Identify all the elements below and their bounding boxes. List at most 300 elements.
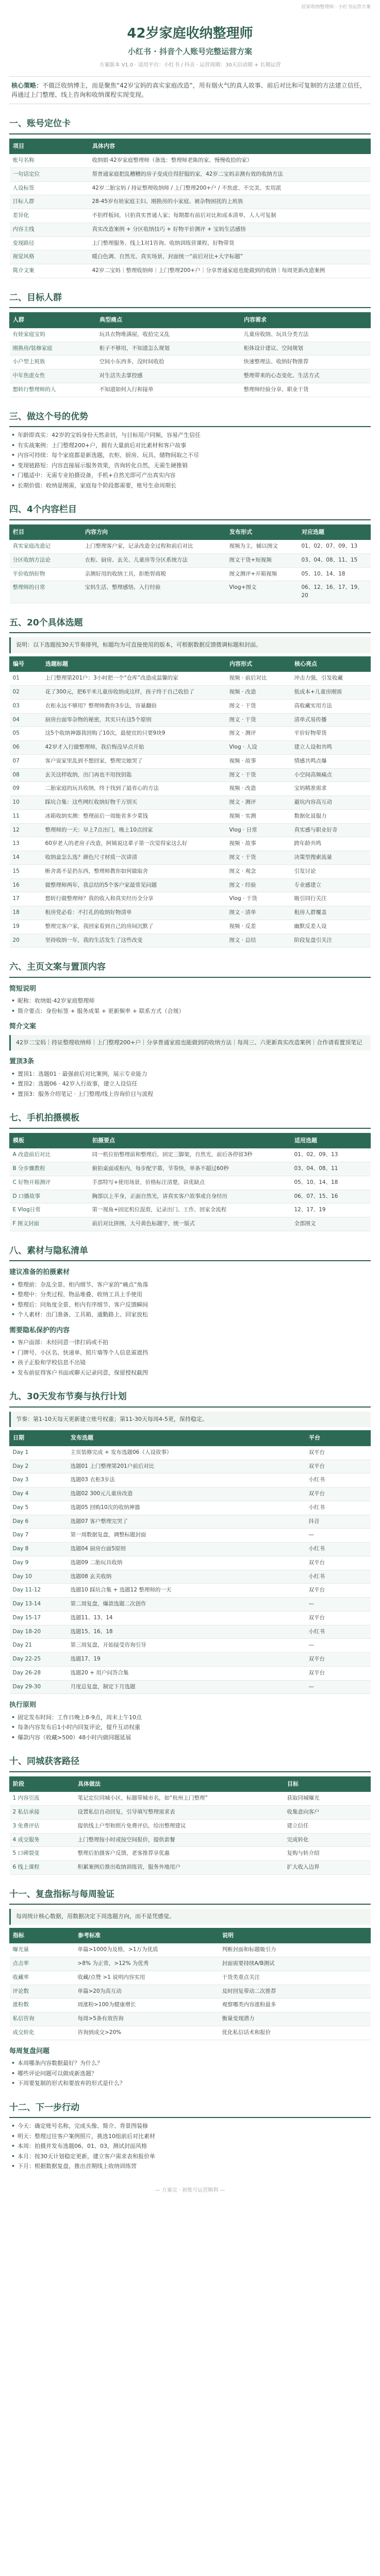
- table-cell: 小红书: [306, 1543, 371, 1556]
- table-cell: 42岁二宝妈｜整理收纳师｜上门整理200+户｜分享普通家庭也能做到的收纳｜每周更新改造案例: [89, 264, 371, 278]
- table-cell: 06: [10, 741, 42, 755]
- table-cell: 情感共鸣点爆: [291, 754, 371, 768]
- section-title-profile: 六、主页文案与置顶内容: [9, 961, 371, 978]
- table-cell: 选题10 踩坑合集 + 选题12 整理师的一天: [68, 1584, 306, 1598]
- table-cell: 干货类重点关注: [219, 1971, 371, 1985]
- table-cell: 图文 · 测评: [226, 796, 291, 810]
- list-item: • 爆款内容（收藏>500）48小时内做同题延展: [9, 1734, 371, 1742]
- table-header: 项目: [10, 139, 89, 154]
- table-row: [10, 699, 371, 713]
- table-cell: 高收藏实用方法: [291, 699, 371, 713]
- table-cell: 玩具衣物堆满屋，收拾完又乱: [96, 328, 241, 342]
- table-cell: 衣柜、厨房、玄关、儿童房等分区系统方法: [82, 553, 226, 567]
- section-title-topics: 五、20个具体选题: [9, 617, 371, 634]
- table-cell: 图文 · 经验: [226, 878, 291, 892]
- table-cell: 03、04、08、11: [291, 1162, 371, 1176]
- table-cell: Day 6: [10, 1515, 68, 1529]
- list-item: • 年龄即真实：42岁的宝妈身份天然亲切，与目标用户同频，容易产生信任: [9, 431, 371, 440]
- table-cell: 评论数: [10, 1985, 75, 1998]
- list-item: • 固定发布时间：工作日晚上8-9点，周末上午10点: [9, 1714, 371, 1722]
- table-cell: 笔记定位同城小区，标题带城市名，如“杭州上门整理”: [75, 1792, 284, 1806]
- table-cell: 选题20 + 用户问答合集: [68, 1666, 306, 1680]
- table-cell: Day 21: [10, 1639, 68, 1653]
- table-cell: 上门整理客户家，记录改造全过程和前后对比: [82, 540, 226, 554]
- table-cell: 建立人设和共鸣: [291, 741, 371, 755]
- table-body: [10, 1446, 371, 1694]
- table-cell: 整理带来的心态变化、生活方式: [241, 369, 371, 383]
- table-cell: 双平台: [306, 1460, 371, 1473]
- table-header: 对应选题: [299, 524, 371, 540]
- table-cell: 图文测评+开箱视频: [226, 567, 299, 581]
- list-item: • 内容可持续：每个家庭都是新选题，衣柜、厨房、玩具、储物间取之不尽: [9, 451, 371, 460]
- table-cell: 俯拍桌面或柜内，每步配字幕，节奏快，单条不超过60秒: [89, 1162, 291, 1176]
- table-cell: 收藏率: [10, 1971, 75, 1985]
- table-cell: 03: [10, 699, 42, 713]
- table-cell: 双平台: [306, 1584, 371, 1598]
- table-cell: 18: [10, 906, 42, 920]
- table-cell: 设置私信自动回复，引导填写整理需求表: [75, 1806, 284, 1820]
- table-header: 人群: [10, 313, 96, 328]
- table-cell: 简介文案: [10, 264, 89, 278]
- table-row: [10, 1543, 371, 1556]
- table-body: [10, 672, 371, 947]
- table-cell: 厨房台面零杂物的秘密，其实只有这5个原则: [42, 713, 226, 727]
- table-cell: 内容主线: [10, 223, 89, 236]
- list-item: • 发布前征得客户书面或聊天记录同意，保留授权截图: [9, 1369, 371, 1378]
- table-cell: 上门整理服务、线上1对1咨询、收纳训练营课程、好物带货: [89, 236, 371, 250]
- table-cell: 整理师的一天：早上7点出门，晚上10点回家: [42, 823, 226, 837]
- table-row: [10, 1217, 371, 1231]
- table-cell: 坚持收纳一年，我的生活发生了这些改变: [42, 934, 226, 947]
- table-row: [10, 1639, 371, 1653]
- table-cell: 观察哪类内容涨粉最多: [219, 1998, 371, 2012]
- list-item: • 整理前：杂乱全景、柜内细节、客户家的“痛点”角落: [9, 1281, 371, 1290]
- table-cell: 01: [10, 672, 42, 686]
- table-row: [10, 1792, 371, 1806]
- table-cell: 上门整理按小时或按空间报价，提供套餐: [75, 1833, 284, 1847]
- table-cell: 想转行做整理师？我的收入和真实经历全分享: [42, 892, 226, 906]
- table-body: [10, 154, 371, 278]
- schedule-note: 节奏：第1-10天每天更新建立账号权重；第11-30天每周4-5更，保持稳定。: [9, 1412, 371, 1428]
- table-header: 内容方向: [82, 524, 226, 540]
- table-header: 适用选题: [291, 1133, 371, 1148]
- table-cell: 柜子不够用，不知道怎么规划: [96, 342, 241, 355]
- table-header: 具体内容: [89, 139, 371, 154]
- table-cell: 引发讨论: [291, 865, 371, 878]
- table-cell: 账号名称: [10, 154, 89, 168]
- section-title-metrics: 十一、复盘指标与每周验证: [9, 1888, 371, 1905]
- intro-copy: 42岁二宝妈｜持证整理收纳师｜上门整理200+户｜分享普通家庭也能做到的收纳方法｜每周三、六更新真实改造案例｜合作请看置顶笔记: [9, 1035, 371, 1051]
- table-cell: 私信咨询: [10, 2012, 75, 2026]
- table-cell: Vlog · 人设: [226, 741, 291, 755]
- table-header: 核心亮点: [291, 656, 371, 672]
- table-cell: 避坑内容高互动: [291, 796, 371, 810]
- table-cell: 05、10、14、18: [299, 567, 371, 581]
- table-cell: 人设标签: [10, 181, 89, 195]
- table-row: [10, 1446, 371, 1460]
- table-cell: 前后对比拼图，大号黄色标题字，统一版式: [89, 1217, 291, 1231]
- positioning-table: [9, 139, 371, 278]
- table-cell: 宝妈生活、整理感悟、入行经验: [82, 581, 226, 603]
- table-cell: E Vlog日常: [10, 1204, 89, 1217]
- section-title-advantages: 三、做这个号的优势: [9, 411, 371, 428]
- table-cell: Day 3: [10, 1473, 68, 1487]
- table-cell: 双平台: [306, 1556, 371, 1570]
- page-title: 42岁家庭收纳整理师: [127, 25, 253, 41]
- table-row: [10, 1819, 371, 1833]
- schedule-table: [9, 1430, 371, 1694]
- table-row: [10, 250, 371, 264]
- table-cell: C 好物开箱测评: [10, 1176, 89, 1190]
- table-cell: 单篇>20为高互动: [75, 1985, 219, 1998]
- table-cell: 06、12、16、17、19、20: [299, 581, 371, 603]
- table-row: [10, 1487, 371, 1501]
- list-item: • 变现链路短：内容直接展示服务效果，咨询转化自然，无需生硬推销: [9, 462, 371, 470]
- privacy-list: [9, 1338, 371, 1377]
- table-body: [10, 1943, 371, 2040]
- table-cell: 图文 · 总结: [226, 934, 291, 947]
- table-body: [10, 328, 371, 397]
- table-cell: 数据化说服力: [291, 809, 371, 823]
- table-cell: 第一周数据复盘，调整标题封面: [68, 1529, 306, 1543]
- table-cell: 双平台: [306, 1666, 371, 1680]
- table-cell: 封面需要持续A/B测试: [219, 1957, 371, 1971]
- table-cell: 胸部以上半身，正面自然光，讲真实客户故事或自身经历: [89, 1190, 291, 1204]
- table-row: [10, 1666, 371, 1680]
- list-item: • 门槛适中：无需专业拍摄设备，手机+自然光即可产出真实内容: [9, 471, 371, 480]
- table-cell: 宝妈精准需求: [291, 782, 371, 796]
- table-row: [10, 2012, 371, 2026]
- table-header: 拍摄要点: [89, 1133, 291, 1148]
- audience-table: [9, 312, 371, 397]
- table-row: [10, 1611, 371, 1625]
- table-cell: 跨年龄共鸣: [291, 837, 371, 851]
- table-cell: 平价好物带货: [291, 727, 371, 741]
- table-cell: 曝光量: [10, 1943, 75, 1957]
- table-row: [10, 865, 371, 878]
- table-cell: 主页装修完成 + 发布选题06（人设故事）: [68, 1446, 306, 1460]
- subheading: 置顶3条: [9, 1058, 35, 1066]
- table-cell: 空间小东西多，没时间收拾: [96, 355, 241, 369]
- table-cell: 14: [10, 851, 42, 865]
- table-cell: 05: [10, 727, 42, 741]
- table-cell: 想转行整理师的人: [10, 383, 96, 397]
- table-cell: 分区收纳方法论: [10, 553, 82, 567]
- table-cell: 不拍样板间，只拍真实普通人家；每期都有前后对比和成本清单，人人可复制: [89, 209, 371, 223]
- table-row: [10, 782, 371, 796]
- table-cell: 阶段复盘引关注: [291, 934, 371, 947]
- table-cell: 收藏/点赞 >1 说明内容实用: [75, 1971, 219, 1985]
- table-cell: 19: [10, 920, 42, 934]
- table-cell: 冲击力强，引发收藏: [291, 672, 371, 686]
- table-cell: Day 13-14: [10, 1598, 68, 1612]
- table-row: [10, 1861, 371, 1875]
- list-item: • 本月：按30天计划稳定更新，建立客户需求表和报价单: [9, 2153, 371, 2161]
- table-row: [10, 1148, 371, 1162]
- table-cell: 20: [10, 934, 42, 947]
- table-header: 目标: [284, 1776, 371, 1792]
- table-header: 平台: [306, 1431, 371, 1446]
- table-cell: 真实家庭改造记: [10, 540, 82, 554]
- table-row: [10, 713, 371, 727]
- list-item: • 置顶3：服务介绍笔记 · 上门整理/线上咨询价目与流程: [9, 1090, 371, 1099]
- intro-text: 不做泛收纳博主，而是聚焦“42岁宝妈的真实家庭改造”，用有烟火气的真人故事、前后对比和可复制的方法建立信任，再通过上门整理、线上咨询和收纳课程实现变现。: [11, 82, 366, 98]
- table-cell: 衣柜永远不够用？整理师教你3步法，容量翻倍: [42, 699, 226, 713]
- table-cell: 周涨粉>100为健康增长: [75, 1998, 219, 2012]
- table-cell: 抖音: [306, 1515, 371, 1529]
- table-cell: 4 成交服务: [10, 1833, 75, 1847]
- table-row: [10, 1943, 371, 1957]
- section-title-audience: 二、目标人群: [9, 292, 371, 309]
- table-cell: 月度总复盘，制定下月选题: [68, 1680, 306, 1694]
- table-row: [10, 369, 371, 383]
- table-row: [10, 727, 371, 741]
- table-cell: 选题17、19: [68, 1653, 306, 1667]
- table-header: 说明: [219, 1928, 371, 1943]
- pinned-list: [9, 1070, 371, 1099]
- table-cell: 60岁老人的老房子改造，阿姨说这辈子第一次觉得家这么好: [42, 837, 226, 851]
- table-cell: —: [306, 1598, 371, 1612]
- table-cell: 图文 · 清单: [226, 906, 291, 920]
- table-cell: 柜体设计建议、空间规划: [241, 342, 371, 355]
- columns-table: [9, 524, 371, 603]
- table-cell: 及时回复带动二次推荐: [219, 1985, 371, 1998]
- table-cell: 完成转化: [284, 1833, 371, 1847]
- table-row: [10, 672, 371, 686]
- table-cell: 6 线上课程: [10, 1861, 75, 1875]
- table-cell: 视频 · 故事: [226, 837, 291, 851]
- table-row: [10, 264, 371, 278]
- table-cell: 17: [10, 892, 42, 906]
- metrics-note: 每周统计核心数据，用数据决定下周选题方向，而不是凭感觉。: [9, 1909, 371, 1925]
- table-cell: 整理后拍摄客户反馈，老客推荐享优惠: [75, 1847, 284, 1861]
- table-cell: Day 8: [10, 1543, 68, 1556]
- table-cell: 3 免费评估: [10, 1819, 75, 1833]
- table-header: 内容形式: [226, 656, 291, 672]
- shooting-table: [9, 1133, 371, 1231]
- table-cell: 上门整理第201户：3小时把一个“仓库”改造成温馨的家: [42, 672, 226, 686]
- table-cell: 42岁二胎宝妈 / 持证整理收纳师 / 上门整理200+户 / 不焦虑、不完美、实用派: [89, 181, 371, 195]
- table-cell: 不知道如何入行和接单: [96, 383, 241, 397]
- list-item: • 下周要复制的形式和要放弃的形式是什么？: [9, 2079, 371, 2088]
- table-cell: 10: [10, 796, 42, 810]
- table-cell: 15: [10, 865, 42, 878]
- list-item: • 个人素材：出门准备、工具箱、通勤路上、回家放松: [9, 1311, 371, 1319]
- table-cell: 成交转化: [10, 2026, 75, 2040]
- table-cell: 选题08 玄关收纳: [68, 1570, 306, 1584]
- table-cell: 整理师的日常: [10, 581, 82, 603]
- table-row: [10, 342, 371, 355]
- table-cell: 冰箱收纳实测：整理前后一周能省多少菜钱: [42, 809, 226, 823]
- table-cell: 01、02、07、09、13: [299, 540, 371, 554]
- list-item: • 置顶1：选题01 · 最强前后对比案例，展示专业能力: [9, 1070, 371, 1079]
- table-row: [10, 686, 371, 700]
- list-item: • 下月：根据数据复盘，推出首期线上收纳训练营: [9, 2162, 371, 2171]
- table-cell: D 口播故事: [10, 1190, 89, 1204]
- table-cell: 二胎家庭的玩具收纳，终于找到了最省心的方法: [42, 782, 226, 796]
- table-row: [10, 223, 371, 236]
- table-cell: Vlog · 干货: [226, 892, 291, 906]
- table-cell: 收纳姐·42岁家庭整理师（备选：整理师老陈的家、慢慢收拾的家）: [89, 154, 371, 168]
- table-cell: 亲测好用的收纳工具，拒绝智商税: [82, 567, 226, 581]
- table-cell: 优化私信话术和报价: [219, 2026, 371, 2040]
- subheading: 每周复盘问题: [9, 2047, 50, 2055]
- table-cell: Vlog · 日常: [226, 823, 291, 837]
- table-cell: 5 口碑裂变: [10, 1847, 75, 1861]
- table-row: [10, 236, 371, 250]
- table-row: [10, 355, 371, 369]
- table-cell: 有娃家庭宝妈: [10, 328, 96, 342]
- table-cell: 双平台: [306, 1487, 371, 1501]
- table-header: 指标: [10, 1928, 75, 1943]
- table-cell: 对生活失去掌控感: [96, 369, 241, 383]
- table-cell: B 分步骤教程: [10, 1162, 89, 1176]
- table-cell: 判断封面和标题吸引力: [219, 1943, 371, 1957]
- table-cell: 视频 · 前后对比: [226, 672, 291, 686]
- table-cell: 玄关这样收纳，出门再也不用找钥匙: [42, 768, 226, 782]
- list-item: • 整理后：同角度全景、柜内有序细节、客户反馈瞬间: [9, 1301, 371, 1310]
- table-cell: 小红书: [306, 1501, 371, 1515]
- table-header: 内容需求: [241, 313, 371, 328]
- table-cell: Day 26-28: [10, 1666, 68, 1680]
- table-cell: 选题07 客户整理完哭了: [68, 1515, 306, 1529]
- table-row: [10, 209, 371, 223]
- table-header: 栏目: [10, 524, 82, 540]
- table-cell: 花了300元，把6平米儿童房收纳成这样，孩子终于自己收拾了: [42, 686, 226, 700]
- table-row: [10, 1162, 371, 1176]
- section-title-schedule: 九、30天发布节奏与执行计划: [9, 1391, 371, 1408]
- table-cell: 06、07、15、16: [291, 1190, 371, 1204]
- table-cell: 视频 · 故事: [226, 754, 291, 768]
- next-steps-list: [9, 2122, 371, 2171]
- table-cell: 12: [10, 823, 42, 837]
- list-item: • 简介要点：身份标签 + 服务成果 + 更新频率 + 联系方式（合规）: [9, 1007, 371, 1016]
- table-cell: 选题03 衣柜3步法: [68, 1473, 306, 1487]
- table-cell: 16: [10, 878, 42, 892]
- table-row: [10, 768, 371, 782]
- table-cell: 儿童房收纳、玩具分类方法: [241, 328, 371, 342]
- table-cell: 扩大收入边界: [284, 1861, 371, 1875]
- table-cell: 视觉风格: [10, 250, 89, 264]
- table-cell: 选题01 上门整理第201户前后对比: [68, 1460, 306, 1473]
- table-cell: A 改造前后对比: [10, 1148, 89, 1162]
- table-cell: 第二周复盘，爆款选题二次创作: [68, 1598, 306, 1612]
- table-row: [10, 1176, 371, 1190]
- table-cell: Day 4: [10, 1487, 68, 1501]
- table-cell: 中年焦虑女性: [10, 369, 96, 383]
- table-cell: 小空间高频痛点: [291, 768, 371, 782]
- table-cell: 1 内容引流: [10, 1792, 75, 1806]
- table-cell: 收纳盒怎么选？颜色尺寸材质一次讲清: [42, 851, 226, 865]
- table-row: [10, 2026, 371, 2040]
- list-item: • 每条内容发布后1小时内回复评论，提升互动权重: [9, 1723, 371, 1732]
- table-cell: Day 22-25: [10, 1653, 68, 1667]
- table-cell: 07: [10, 754, 42, 768]
- table-cell: 28-45岁有娃家庭主妇、刚换房的小家庭、被杂物困扰的上班族: [89, 195, 371, 209]
- table-cell: 全部图文: [291, 1217, 371, 1231]
- table-row: [10, 906, 371, 920]
- table-row: [10, 1971, 371, 1985]
- table-row: [10, 1957, 371, 1971]
- table-row: [10, 540, 371, 554]
- table-cell: 暖白色调、自然光、真实场景，封面统一“前后对比+大字标题”: [89, 250, 371, 264]
- table-cell: 建立信任: [284, 1819, 371, 1833]
- table-cell: 咨询到成交>20%: [75, 2026, 219, 2040]
- table-cell: 目标人群: [10, 195, 89, 209]
- table-row: [10, 1501, 371, 1515]
- table-cell: 42岁才入行做整理师，我后悔没早点开始: [42, 741, 226, 755]
- table-cell: F 图文封面: [10, 1217, 89, 1231]
- table-cell: Vlog+图文: [226, 581, 299, 603]
- table-header: 阶段: [10, 1776, 75, 1792]
- table-cell: 做整理师两年，我总结的5个客户家最常见问题: [42, 878, 226, 892]
- table-cell: 真实感与职业好奇: [291, 823, 371, 837]
- table-row: [10, 567, 371, 581]
- table-row: [10, 1680, 371, 1694]
- table-cell: 涨粉数: [10, 1998, 75, 2012]
- list-item: • 明天：整理过往客户案例照片，挑选10组前后对比素材: [9, 2132, 371, 2141]
- section-title-materials: 八、素材与隐私清单: [9, 1245, 371, 1262]
- table-cell: 视频 · 实测: [226, 809, 291, 823]
- table-header: 具体做法: [75, 1776, 284, 1792]
- table-header: 典型痛点: [96, 313, 241, 328]
- table-cell: 断舍离不是扔东西，整理师教你如何做取舍: [42, 865, 226, 878]
- table-cell: 幽默反差人设: [291, 920, 371, 934]
- meta-line: 方案版本 V1.0 · 适用平台：小红书 / 抖音 · 运营周期：30天启动期 + 长期运营: [99, 62, 281, 68]
- table-cell: 小红书: [306, 1625, 371, 1639]
- list-item: • 置顶2：选题06 · 42岁入行故事，建立人设信任: [9, 1080, 371, 1089]
- table-cell: —: [306, 1680, 371, 1694]
- table-cell: 决策型搜索流量: [291, 851, 371, 865]
- table-cell: 整理师经验分享、职业干货: [241, 383, 371, 397]
- list-item: • 有实战案例：上门整理200+户，拥有大量前后对比素材和客户故事: [9, 442, 371, 450]
- table-row: [10, 1998, 371, 2012]
- local-table: [9, 1776, 371, 1875]
- table-cell: 选题09 二胎玩具收纳: [68, 1556, 306, 1570]
- table-cell: 帮普通家庭把乱糟糟的房子变成住得舒服的家，42岁二宝妈亲测有效的收纳方法: [89, 167, 371, 181]
- table-body: [10, 1148, 371, 1231]
- table-cell: 租房党必看：不打孔的收纳好物清单: [42, 906, 226, 920]
- table-row: [10, 1598, 371, 1612]
- table-header: 模板: [10, 1133, 89, 1148]
- table-cell: 点击率: [10, 1957, 75, 1971]
- list-item: • 哪些评论问题可以做成新选题？: [9, 2070, 371, 2078]
- table-cell: 11: [10, 809, 42, 823]
- table-cell: 选题11、13、14: [68, 1611, 306, 1625]
- table-cell: 小红书: [306, 1473, 371, 1487]
- table-row: [10, 581, 371, 603]
- table-cell: 快速整理法、收纳好物推荐: [241, 355, 371, 369]
- top-meta: 居家收纳整理师 · 小红书运营方案: [301, 5, 371, 10]
- materials-list: [9, 1281, 371, 1319]
- table-cell: 双平台: [306, 1653, 371, 1667]
- table-cell: 第一视角+固定机位混剪，记录出门、工作、回家全流程: [89, 1204, 291, 1217]
- table-cell: 小户型上班族: [10, 355, 96, 369]
- list-item: • 长期价值：收纳是刚需，家庭每个阶段都需要，账号生命周期长: [9, 482, 371, 490]
- table-row: [10, 1473, 371, 1487]
- table-row: [10, 1190, 371, 1204]
- table-row: [10, 809, 371, 823]
- table-row: [10, 1847, 371, 1861]
- table-cell: 08: [10, 768, 42, 782]
- table-row: [10, 892, 371, 906]
- intro-banner: [9, 76, 371, 104]
- table-body: [10, 540, 371, 603]
- table-cell: Day 2: [10, 1460, 68, 1473]
- table-cell: 选题15、16、18: [68, 1625, 306, 1639]
- table-row: [10, 920, 371, 934]
- table-cell: 图文 · 干货: [226, 713, 291, 727]
